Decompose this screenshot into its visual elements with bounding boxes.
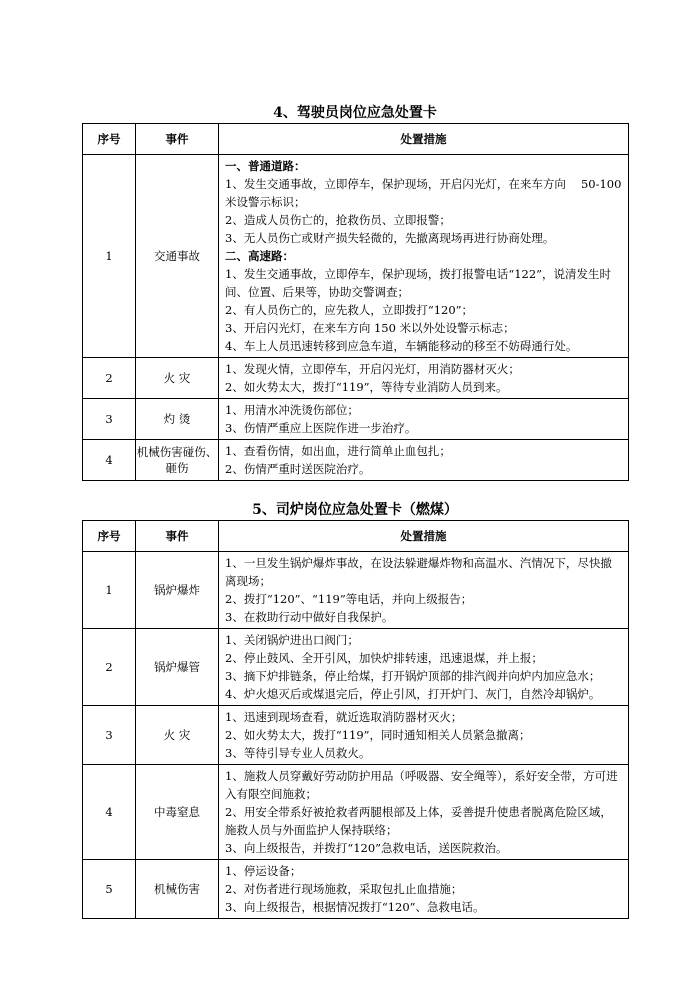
row-event: 中毒窒息: [136, 765, 219, 860]
row-number: 2: [83, 629, 136, 706]
row-event: 火 灾: [136, 358, 219, 399]
measure-line: 1、关闭锅炉进出口阀门；: [225, 633, 359, 647]
card5-title: 5、司炉岗位应急处置卡（燃煤）: [252, 502, 458, 518]
measure-line: 2、如火势太大，拨打“119”，同时通知相关人员紧急撤离；: [225, 728, 531, 742]
row-number: 5: [83, 860, 136, 919]
row-number: 1: [83, 552, 136, 629]
row-measures: [219, 860, 629, 919]
measure-line: 3、等待引导专业人员救火。: [225, 746, 371, 760]
row-measures: [219, 399, 629, 440]
row-event: 机械伤害碰伤、砸伤: [136, 440, 219, 481]
measure-heading: 二、高速路：: [225, 249, 294, 263]
row-event: 机械伤害: [136, 860, 219, 919]
measure-line: 1、迅速到现场查看，就近选取消防器材灭火；: [225, 710, 463, 724]
measure-line: 1、一旦发生锅炉爆炸事故，在设法躲避爆炸物和高温水、汽情况下，尽快撤离现场；: [225, 556, 612, 588]
measure-line: 2、用安全带系好被抢救者两腿根部及上体，妥善提升使患者脱离危险区域，施救人员与外面监护人保持联络；: [225, 805, 612, 837]
row-number: 4: [83, 765, 136, 860]
header-num: 序号: [83, 124, 136, 155]
card5-table: [82, 520, 629, 919]
measure-line: 1、发生交通事故，立即停车，保护现场，开启闪光灯，在来车方向 50-100 米设警示标识；: [225, 177, 622, 209]
header-num: 序号: [83, 521, 136, 552]
measure-line: 1、查看伤情，如出血，进行简单止血包扎；: [225, 444, 451, 458]
row-number: 3: [83, 706, 136, 765]
row-number: 2: [83, 358, 136, 399]
header-event: 事件: [136, 521, 219, 552]
table-row: [83, 860, 629, 919]
header-event: 事件: [136, 124, 219, 155]
table-row: [83, 358, 629, 399]
row-measures: [219, 629, 629, 706]
measure-line: 3、摘下炉排链条，停止给煤，打开锅炉顶部的排汽阀并向炉内加应急水；: [225, 669, 601, 683]
measure-line: 1、施救人员穿戴好劳动防护用品（呼吸器、安全绳等），系好安全带，方可进入有限空间施救；: [225, 769, 618, 801]
measure-line: 1、停运设备；: [225, 864, 302, 878]
measure-line: 2、停止鼓风、全开引风，加快炉排转速，迅速退煤，并上报；: [225, 651, 543, 665]
header-measures: 处置措施: [219, 124, 629, 155]
card4-table: [82, 123, 629, 481]
measure-line: 1、发生交通事故，立即停车，保护现场，拨打报警电话“122”，说清发生时间、位置、后果等，协助交警调查；: [225, 267, 612, 299]
table-row: [83, 552, 629, 629]
table-row: [83, 629, 629, 706]
row-measures: [219, 440, 629, 481]
measure-line: 1、发现火情，立即停车，开启闪光灯，用消防器材灭火；: [225, 362, 520, 376]
measure-line: 3、向上级报告，根据情况拨打“120”、急救电话。: [225, 900, 485, 914]
row-event: 交通事故: [136, 155, 219, 358]
measure-line: 3、无人员伤亡或财产损失轻微的，先撤离现场再进行协商处理。: [225, 231, 555, 245]
measure-line: 3、伤情严重应上医院作进一步治疗。: [225, 421, 417, 435]
row-event: 火 灾: [136, 706, 219, 765]
row-number: 3: [83, 399, 136, 440]
measure-line: 2、如火势太大，拨打“119”，等待专业消防人员到来。: [225, 380, 508, 394]
measure-heading: 一、普通道路：: [225, 159, 306, 173]
row-event: 灼 烫: [136, 399, 219, 440]
table-row: [83, 399, 629, 440]
table-row: [83, 155, 629, 358]
measure-line: 1、用清水冲洗烫伤部位；: [225, 403, 359, 417]
card5-section: [82, 500, 628, 919]
row-measures: [219, 358, 629, 399]
measure-line: 4、车上人员迅速转移到应急车道，车辆能移动的移至不妨碍通行处。: [225, 339, 578, 353]
table-row: [83, 706, 629, 765]
table-row: [83, 765, 629, 860]
measure-line: 2、伤情严重时送医院治疗。: [225, 462, 371, 476]
row-measures: [219, 155, 629, 358]
row-measures: [219, 765, 629, 860]
measure-line: 3、向上级报告，并拨打“120”急救电话，送医院救治。: [225, 841, 508, 855]
row-event: 锅炉爆管: [136, 629, 219, 706]
card4-header-row: [83, 124, 629, 155]
row-number: 1: [83, 155, 136, 358]
measure-line: 2、拨打“120”、“119”等电话，并向上级报告；: [225, 592, 473, 606]
row-event: 锅炉爆炸: [136, 552, 219, 629]
card4-title: 4、驾驶员岗位应急处置卡: [273, 105, 437, 121]
measure-line: 3、开启闪光灯，在来车方向 150 米以外处设警示标志；: [225, 321, 515, 335]
card4-section: [82, 103, 628, 481]
header-measures: 处置措施: [219, 521, 629, 552]
measure-line: 4、炉火熄灭后或煤退完后，停止引风，打开炉门、灰门，自然冷却锅炉。: [225, 687, 601, 701]
row-number: 4: [83, 440, 136, 481]
row-measures: [219, 706, 629, 765]
row-measures: [219, 552, 629, 629]
measure-line: 2、有人员伤亡的，应先救人，立即拨打“120”；: [225, 303, 474, 317]
measure-line: 3、在救助行动中做好自我保护。: [225, 610, 394, 624]
measure-line: 2、对伤者进行现场施救，采取包扎止血措施；: [225, 882, 463, 896]
measure-line: 2、造成人员伤亡的，抢救伤员、立即报警；: [225, 213, 451, 227]
card5-header-row: [83, 521, 629, 552]
table-row: [83, 440, 629, 481]
